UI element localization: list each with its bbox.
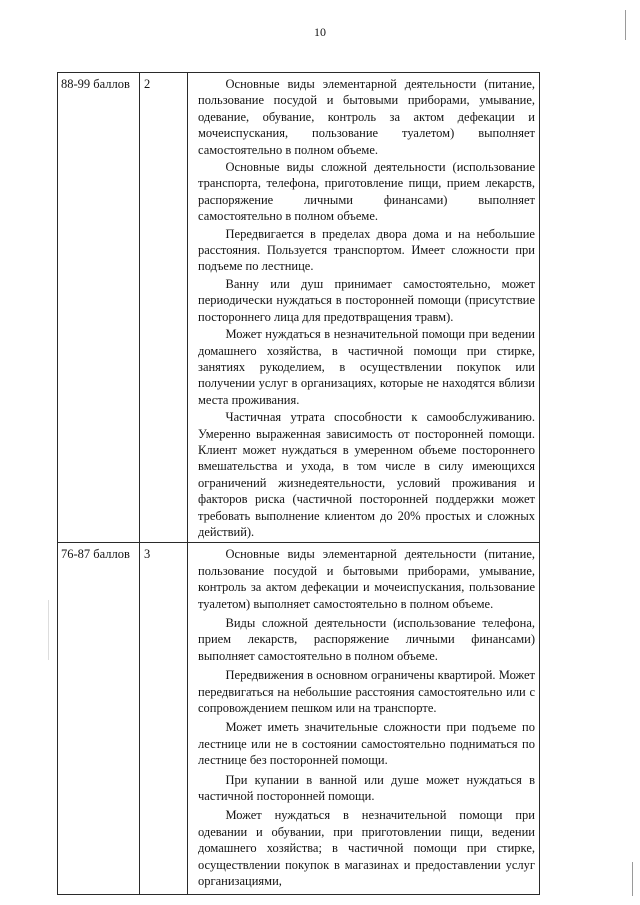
table-row (58, 73, 540, 543)
page-number: 10 (314, 25, 326, 39)
description-paragraph: Основные виды сложной деятельности (использование транспорта, телефона, приготовление пищи, прием лекарств, распоряжение личными финансами) выполняет самостоятельно в полном объеме. (198, 160, 535, 224)
table-row (58, 543, 540, 894)
description-cell (188, 73, 540, 543)
level-cell (140, 543, 188, 894)
scan-edge-mark (625, 10, 626, 40)
score-cell (58, 73, 140, 543)
description-paragraph: Может иметь значительные сложности при подъеме по лестнице или не в состоянии самостоятельно подниматься по лестнице без посторонней помощи. (198, 720, 535, 768)
level-cell (140, 73, 188, 543)
description-cell (188, 543, 540, 894)
description-paragraph: Основные виды элементарной деятельности (питание, пользование посудой и бытовыми приборами, умывание, одевание, обувание, контроль за актом дефекации и мочеиспускания, пользование туалетом) выполняет самостоятельно в полном объеме. (198, 77, 535, 157)
description-paragraph: Основные виды элементарной деятельности (питание, пользование посудой и бытовыми приборами, умывание, контроль за актом дефекации и мочеиспускания, пользование туалетом) выполняет самостоятельно в полном объеме. (198, 547, 535, 611)
level-label: 3 (144, 547, 151, 562)
scan-edge-mark (48, 600, 49, 660)
description-paragraph: Виды сложной деятельности (использование телефона, прием лекарств, распоряжение личными финансами) выполняет самостоятельно в полном объеме. (198, 616, 535, 663)
description-paragraph: Ванну или душ принимает самостоятельно, может периодически нуждаться в посторонней помощи (присутствие постороннего лица для предотвращения травм). (198, 276, 535, 324)
description-paragraph: Может нуждаться в незначительной помощи при ведении домашнего хозяйства, в частичной помощи при стирке, занятиях рукоделием, в осуществлении покупок или получении услуг в организациях, которые не находятся вблизи места проживания. (198, 327, 535, 407)
description-paragraph: При купании в ванной или душе может нуждаться в частичной посторонней помощи. (198, 772, 535, 804)
score-label: 76-87 баллов (61, 547, 130, 562)
score-cell (58, 543, 140, 894)
description-paragraph: Может нуждаться в незначительной помощи при одевании и обувании, при приготовлении пищи, ведении домашнего хозяйства; в частичной помощи при стирке, осуществлении покупок в магазинах и предоставлении услуг организациями, (198, 808, 535, 889)
assessment-table (57, 72, 540, 895)
description-paragraph: Передвижения в основном ограничены квартирой. Может передвигаться на небольшие расстояния самостоятельно или с сопровождением пешком или на транспорте. (198, 668, 535, 716)
scan-edge-mark (632, 862, 633, 896)
description-paragraph: Частичная утрата способности к самообслуживанию. Умеренно выраженная зависимость от посторонней помощи. Клиент может нуждаться в умеренном объеме постороннего вмешательства и ухода, в том числе в силу имеющихся ограничений жизнедеятельности, условий проживания и факторов риска (частичной посторонней поддержки может требовать выполнение клиентом до 20% простых и сложных действий). (198, 410, 535, 539)
level-label: 2 (144, 77, 151, 91)
score-label: 88-99 баллов (61, 77, 130, 91)
description-paragraph: Передвигается в пределах двора дома и на небольшие расстояния. Пользуется транспортом. Имеет сложности при подъеме по лестнице. (198, 226, 535, 274)
